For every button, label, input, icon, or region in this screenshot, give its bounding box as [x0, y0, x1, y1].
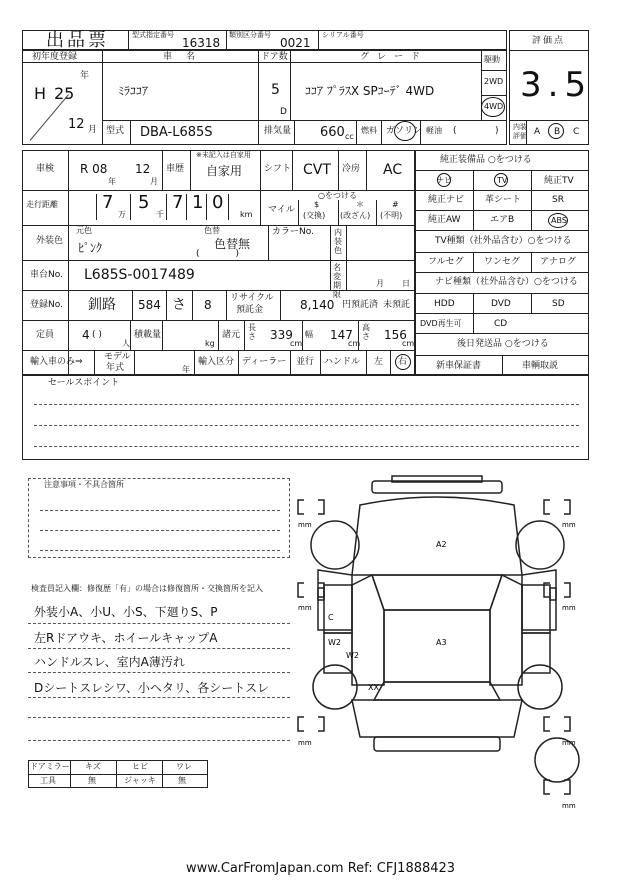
mark-xx: XX	[368, 683, 379, 692]
note-line: 左Rドアウキ、ホイールキャップA	[34, 631, 218, 645]
door-type: D	[280, 107, 287, 117]
length-label: 長さ	[248, 323, 256, 341]
jack-value: 無	[178, 776, 186, 785]
navi-sd: SD	[552, 299, 565, 309]
inspection-label: 車検	[36, 164, 55, 174]
navi-hdd: HDD	[434, 299, 455, 309]
import-label: 輸入車のみ⇒	[30, 357, 83, 367]
use-label: 車歴	[166, 164, 185, 174]
note-line: Dシートスレシワ、小ヘタリ、各シートスレ	[34, 681, 270, 695]
era: H	[34, 84, 47, 103]
inspection-year-unit: 年	[108, 177, 116, 186]
interior-color-label: 内装色	[334, 228, 342, 255]
equip-abs-circle	[548, 213, 568, 228]
drive-4wd-circle	[481, 97, 505, 117]
model-year-label2: 年式	[106, 363, 125, 373]
import-parallel: 並行	[296, 357, 315, 367]
equip-navi-circle	[437, 173, 451, 187]
interior-label2: 評価	[513, 132, 527, 140]
handle-label: ハンドル	[324, 357, 361, 367]
crack-label: ヒビ	[132, 762, 148, 771]
drive-2wd: 2WD	[484, 77, 504, 86]
car-name-label: 車名	[163, 52, 210, 62]
type-label: 型式指定番号	[132, 31, 174, 39]
rear-window	[374, 682, 500, 700]
capacity-label: 定員	[36, 330, 55, 340]
mark-w2: W2	[328, 638, 341, 647]
score-label: 評価点	[532, 36, 566, 46]
later-warranty: 新車保証書	[436, 361, 482, 371]
name-change-label: 名変期限	[333, 263, 341, 299]
navi-cd: CD	[494, 319, 508, 329]
mark-w2: W2	[346, 651, 359, 660]
recycle-label2: 預託金	[236, 305, 264, 315]
inspector-legend: 検査員記入欄：修復歴「有」の場合は修復箇所・交換箇所を記入	[31, 584, 263, 593]
unknown-symbol: #	[392, 200, 399, 209]
footer-watermark: www.CarFromJapan.com Ref: CFJ1888423	[186, 861, 456, 876]
diesel-label: 軽油	[426, 126, 442, 135]
doors-label: ドア数	[261, 52, 288, 62]
height-value: 156	[384, 328, 407, 342]
chassis-day-unit: 日	[402, 279, 410, 288]
mileage-digit: 5	[138, 192, 150, 213]
equip-leather: 革シート	[485, 195, 522, 205]
reg-num2: 8	[204, 298, 212, 312]
sales-point-label: セールスポイント	[48, 378, 120, 388]
color-change-label: 色替	[204, 226, 220, 235]
tv-type-title: TV種類（社外品含む）○をつける	[435, 236, 572, 246]
right-rear-door	[522, 633, 550, 673]
mileage-digit: 7	[172, 192, 184, 213]
paren-close: )	[495, 126, 499, 136]
import-dealer: ディーラー	[242, 357, 287, 367]
inspection-month: 12	[135, 162, 151, 176]
navi-type-title: ナビ種類（社外品含む）○をつける	[435, 277, 578, 287]
length-unit: cm	[290, 339, 303, 348]
note-line: ハンドルスレ、室内A薄汚れ	[34, 655, 185, 669]
reg-num1: 584	[138, 298, 161, 312]
equip-genuine-navi: 純正ナビ	[428, 195, 465, 205]
handle-right: 右	[398, 357, 408, 367]
color-paren: ( )	[196, 249, 240, 259]
color-no-label: カラーNo.	[272, 227, 314, 237]
notes-title: 注意事項・不具合箇所	[44, 480, 124, 489]
model-year-label: モデル	[104, 352, 131, 362]
class-label: 類別区分番号	[229, 31, 271, 39]
bracket-icon	[544, 500, 570, 514]
color-label: 外装色	[36, 236, 64, 246]
mileage-digit: 0	[212, 192, 224, 213]
interior-grade-c: C	[573, 127, 580, 137]
length-value: 339	[270, 328, 293, 342]
tools-value: 無	[88, 776, 96, 785]
year-unit: 年	[80, 71, 90, 81]
score-value: 3.5	[520, 65, 593, 105]
handle-right-circle	[395, 354, 411, 370]
later-title: 後日発送品 ○をつける	[457, 339, 549, 349]
tools-label: 工具	[40, 776, 56, 785]
first-reg-month: 12	[68, 117, 85, 132]
mirror-left	[318, 588, 324, 600]
navi-dvd-play: DVD再生可	[420, 319, 462, 328]
rear-bumper	[374, 737, 500, 751]
interior-grade-b: B	[554, 127, 561, 137]
fuel-label: 燃料	[361, 126, 377, 135]
mm-label: mm	[562, 604, 576, 612]
trunk-outline	[352, 700, 522, 737]
exchange-label: (交換)	[303, 211, 326, 220]
tv-fullseg: フルセグ	[428, 257, 464, 267]
reg-area: 釧路	[88, 297, 116, 313]
model-value: DBA-L685S	[140, 125, 213, 140]
mark-c: C	[328, 613, 334, 622]
paren-open: (	[453, 126, 457, 136]
wheel-rear-right	[518, 665, 562, 709]
interior-grade-circle	[548, 123, 564, 139]
mile-label: マイル	[268, 205, 295, 215]
mileage-unit-man: 万	[118, 210, 126, 219]
equip-tv-circle	[494, 173, 508, 187]
equip-airbag: エアB	[490, 215, 515, 225]
mm-label: mm	[298, 604, 312, 612]
recycle-paid-label: 円預託済	[342, 300, 379, 310]
color-changed: 色替無	[214, 237, 251, 251]
left-front-door	[324, 585, 352, 633]
mileage-unit-km: km	[240, 210, 253, 219]
tv-analog: アナログ	[540, 257, 577, 267]
scratch-label: キズ	[85, 762, 101, 771]
class-number: 0021	[280, 36, 311, 50]
drive-4wd: 4WD	[484, 102, 504, 111]
ac-label: 冷房	[342, 164, 361, 174]
wheel-rear-left	[313, 665, 357, 709]
bracket-icon	[298, 717, 324, 731]
capacity-value: 4	[82, 328, 90, 342]
month-unit: 月	[88, 125, 98, 135]
car-damage-diagram	[290, 475, 590, 815]
reg-label: 登録No.	[30, 300, 63, 310]
import-type-label: 輸入区分	[198, 357, 235, 367]
mileage-digit: 7	[102, 192, 114, 213]
mm-label: mm	[298, 521, 312, 529]
mm-label: mm	[562, 739, 576, 747]
equipment-title: 純正装備品 ○をつける	[440, 155, 532, 165]
later-manual: 車輌取説	[522, 361, 559, 371]
mileage-label: 走行距離	[26, 200, 58, 209]
width-label: 幅	[305, 330, 313, 339]
exchange-symbol: $	[314, 200, 320, 209]
bracket-icon	[298, 583, 324, 597]
orig-color-label: 元色	[76, 226, 92, 235]
recycle-unpaid-label: 未預託	[383, 300, 411, 310]
size-label: 諸元	[222, 330, 241, 340]
bracket-icon	[298, 500, 324, 514]
model-label: 型式	[106, 126, 125, 136]
first-reg-year: 25	[54, 84, 75, 103]
serial-label: シリアル番号	[322, 31, 364, 39]
mileage-digit: 1	[192, 192, 204, 213]
wheel-front-left	[311, 521, 359, 569]
mark-a3: A3	[436, 638, 447, 647]
chassis-label: 車台No.	[30, 270, 63, 280]
load-label: 積載量	[134, 330, 162, 340]
modified-label: (改ざん)	[340, 211, 371, 220]
doors-value: 5	[271, 82, 280, 98]
jack-label: ジャッキ	[124, 776, 156, 785]
chassis-value: L685S-0017489	[84, 267, 195, 283]
capacity-unit: 人	[122, 339, 130, 348]
equip-genuine-aw: 純正AW	[428, 215, 461, 225]
ac-value: AC	[383, 162, 403, 178]
grade-value: ｺｺｱ ﾌﾟﾗｽX SPｺｰﾃﾞ 4WD	[305, 84, 435, 98]
front-bumper	[372, 481, 502, 493]
capacity-paren: ( )	[92, 330, 102, 340]
mileage-unit-sen: 千	[156, 210, 164, 219]
disp-unit: cc	[345, 132, 354, 141]
drive-label: 駆動	[484, 55, 500, 64]
inspection-value: R 08	[80, 162, 108, 176]
mark-a2: A2	[436, 540, 447, 549]
right-front-door	[522, 585, 550, 633]
height-label: 高さ	[362, 323, 370, 341]
use-note: ※未記入は自家用	[196, 151, 251, 159]
grade-label: グレード	[360, 52, 429, 62]
break-label: ワレ	[176, 762, 192, 771]
form-title: 出品票	[46, 30, 109, 51]
handle-left: 左	[374, 357, 384, 367]
disp-label: 排気量	[264, 126, 292, 136]
disp-value: 660	[320, 125, 345, 140]
left-pillar	[352, 575, 384, 685]
reg-kana: さ	[172, 297, 186, 313]
modified-symbol: ＊	[356, 200, 364, 209]
height-unit: cm	[402, 339, 415, 348]
shift-value: CVT	[303, 162, 331, 178]
mirror-right	[550, 588, 556, 600]
wheel-front-right	[516, 521, 564, 569]
right-pillar	[490, 575, 522, 685]
equip-navi: ナビ	[436, 176, 452, 185]
orig-color: ﾋﾟﾝｸ	[78, 241, 103, 255]
first-reg-label: 初年度登録	[32, 52, 78, 62]
width-value: 147	[330, 328, 353, 342]
type-number: 16318	[182, 36, 221, 50]
equip-abs: ABS	[551, 216, 567, 225]
inspection-month-unit: 月	[150, 177, 158, 186]
hood-outline	[352, 497, 522, 575]
fuel-gasoline: ガソリン	[386, 126, 423, 136]
mm-label: mm	[562, 521, 576, 529]
mirror-label: ドアミラー	[30, 762, 70, 771]
interior-label: 内装	[513, 123, 527, 131]
note-line: 外装小A、小U、小S、下廻りS、P	[34, 605, 218, 619]
equip-tv: TV	[497, 176, 508, 185]
navi-dvd: DVD	[491, 299, 511, 309]
mm-label: mm	[298, 739, 312, 747]
unknown-label: (不明)	[380, 211, 403, 220]
equip-sr: SR	[552, 195, 564, 205]
recycle-amount: 8,140	[300, 298, 335, 312]
shift-label: シフト	[264, 164, 292, 174]
equip-genuine-tv: 純正TV	[544, 176, 574, 186]
mm-label: mm	[562, 802, 576, 810]
tv-oneseg: ワンセグ	[484, 257, 521, 267]
fuel-circle	[394, 121, 416, 141]
windshield	[372, 575, 502, 610]
mileage-circle-note: ○をつける	[318, 191, 357, 200]
interior-grade-a: A	[534, 127, 541, 137]
recycle-label: リサイクル	[230, 293, 274, 303]
use-value: 自家用	[206, 164, 243, 178]
notes-box	[28, 478, 290, 558]
bracket-icon	[544, 717, 570, 731]
width-unit: cm	[348, 339, 361, 348]
chassis-month-unit: 月	[376, 279, 384, 288]
load-unit: kg	[205, 339, 215, 348]
car-name: ﾐﾗｺｺｱ	[118, 84, 149, 98]
model-year-unit: 年	[182, 365, 190, 374]
